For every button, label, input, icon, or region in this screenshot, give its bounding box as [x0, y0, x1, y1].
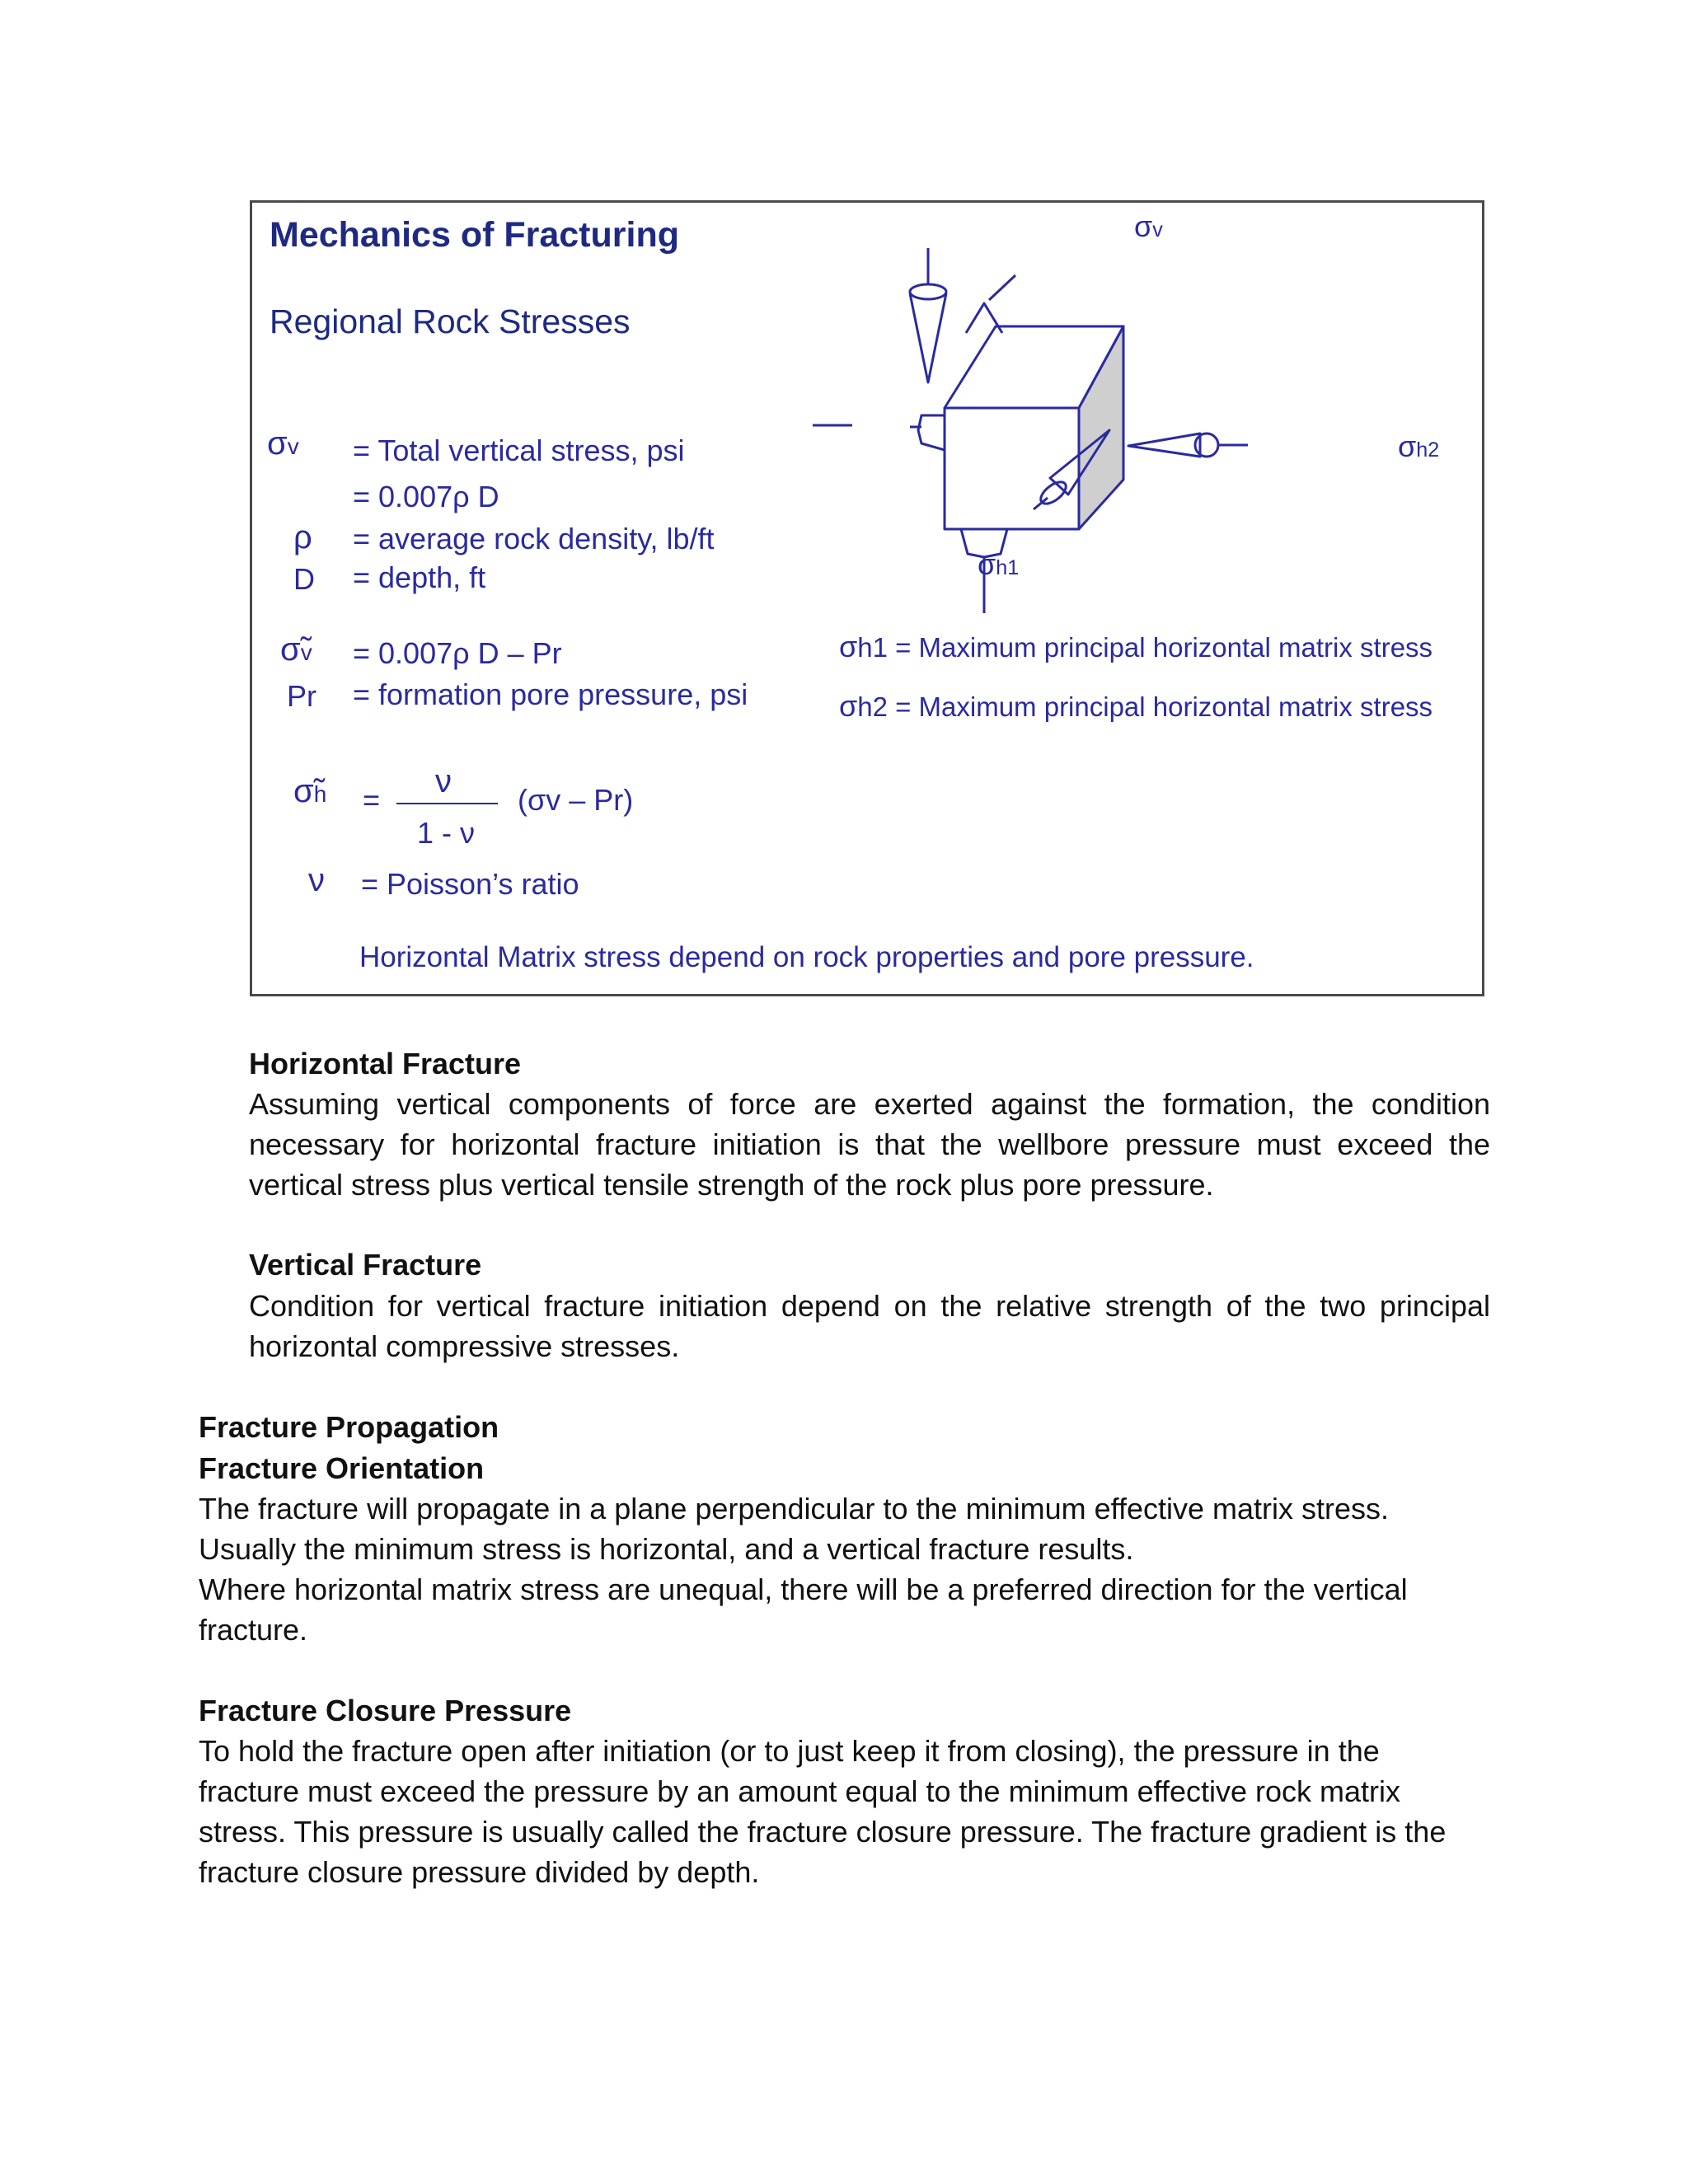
vertical-fracture-heading: Vertical Fracture [249, 1248, 482, 1282]
def-pr-text: = formation pore pressure, psi [353, 677, 748, 711]
sigma-h1-label: σh1 [978, 547, 1020, 581]
def-eff-sigma-v-text: = 0.007ρ D – Pr [353, 636, 562, 670]
figure-subtitle: Regional Rock Stresses [270, 302, 631, 340]
figure-note: Horizontal Matrix stress depend on rock properties and pore pressure. [359, 941, 1254, 973]
orientation-line-1: The fracture will propagate in a plane perpendicular to the minimum effective matrix stress. [199, 1492, 1390, 1526]
back-arrow-line [989, 275, 1015, 300]
sigma-h2-label: σh2 [1398, 429, 1440, 463]
vertical-fracture-body: Condition for vertical fracture initiation depend on the relative strength of the two principal horizontal compressive stresses. [249, 1289, 1490, 1363]
stress-def-h2: σh2 = Maximum principal horizontal matrix stress [839, 689, 1433, 723]
stress-cube-diagram [252, 203, 1482, 994]
fracture-orientation-heading: Fracture Orientation [199, 1451, 485, 1485]
stress-def-h1: σh1 = Maximum principal horizontal matrix stress [839, 630, 1433, 663]
horizontal-fracture-body: Assuming vertical components of force are exerted against the formation, the condition necessary for horizontal fracture initiation is that the wellbore pressure must exceed the vertical stress plus vertical tensile strength of the rock plus pore pressure. [249, 1087, 1490, 1202]
fracturing-figure [250, 200, 1484, 996]
poisson-symbol: ν [308, 862, 325, 898]
def-depth-text: = depth, ft [353, 560, 486, 594]
sh2-arrow-head [1128, 434, 1200, 457]
cube-front-face [945, 408, 1079, 529]
def-rho-symbol: ρ [293, 519, 312, 555]
fracture-closure-body: To hold the fracture open after initiation (or to just keep it from closing), the pressure in the fracture must exceed the pressure by an amount equal to the minimum effective rock matrix stress. This pressure is usually called the fracture closure pressure. The fracture gradient is the fracture closure pressure divided by depth. [199, 1734, 1447, 1889]
fracture-orientation-body [199, 1488, 1484, 1650]
def-sigma-v-symbol: σv [267, 425, 299, 462]
def-eff-sigma-v-symbol: σ̃v [280, 631, 312, 668]
formula-numerator: ν [435, 763, 452, 799]
formula-equals: = [363, 783, 381, 817]
sigma-v-label: σv [1134, 209, 1163, 243]
horizontal-fracture-heading: Horizontal Fracture [249, 1047, 522, 1080]
sv-arrow-top [910, 293, 946, 382]
def-pr-symbol: Pr [287, 679, 316, 713]
formula-denominator: 1 - ν [417, 816, 476, 850]
orientation-line-2: Usually the minimum stress is horizontal, and a vertical fracture results. [199, 1532, 1134, 1566]
sh2-arrow-base [1195, 434, 1218, 457]
sv-arrow-base [910, 284, 946, 299]
orientation-line-3: Where horizontal matrix stress are unequal, there will be a preferred direction for the vertical fracture. [199, 1572, 1408, 1647]
poisson-text: = Poisson’s ratio [361, 867, 579, 901]
def-depth-symbol: D [293, 562, 315, 596]
left-arrow-head [918, 415, 945, 450]
formula-lhs: σ̃h [293, 773, 327, 809]
def-sigma-v-text: = Total vertical stress, psi [353, 434, 685, 467]
formula-rhs: (σv – Pr) [518, 783, 634, 817]
fracture-closure-heading: Fracture Closure Pressure [199, 1694, 572, 1727]
def-rho-text: = average rock density, lb/ft [353, 522, 715, 555]
def-density-formula: = 0.007ρ D [353, 480, 499, 513]
fracture-propagation-heading: Fracture Propagation [199, 1410, 499, 1444]
figure-title: Mechanics of Fracturing [270, 215, 679, 255]
